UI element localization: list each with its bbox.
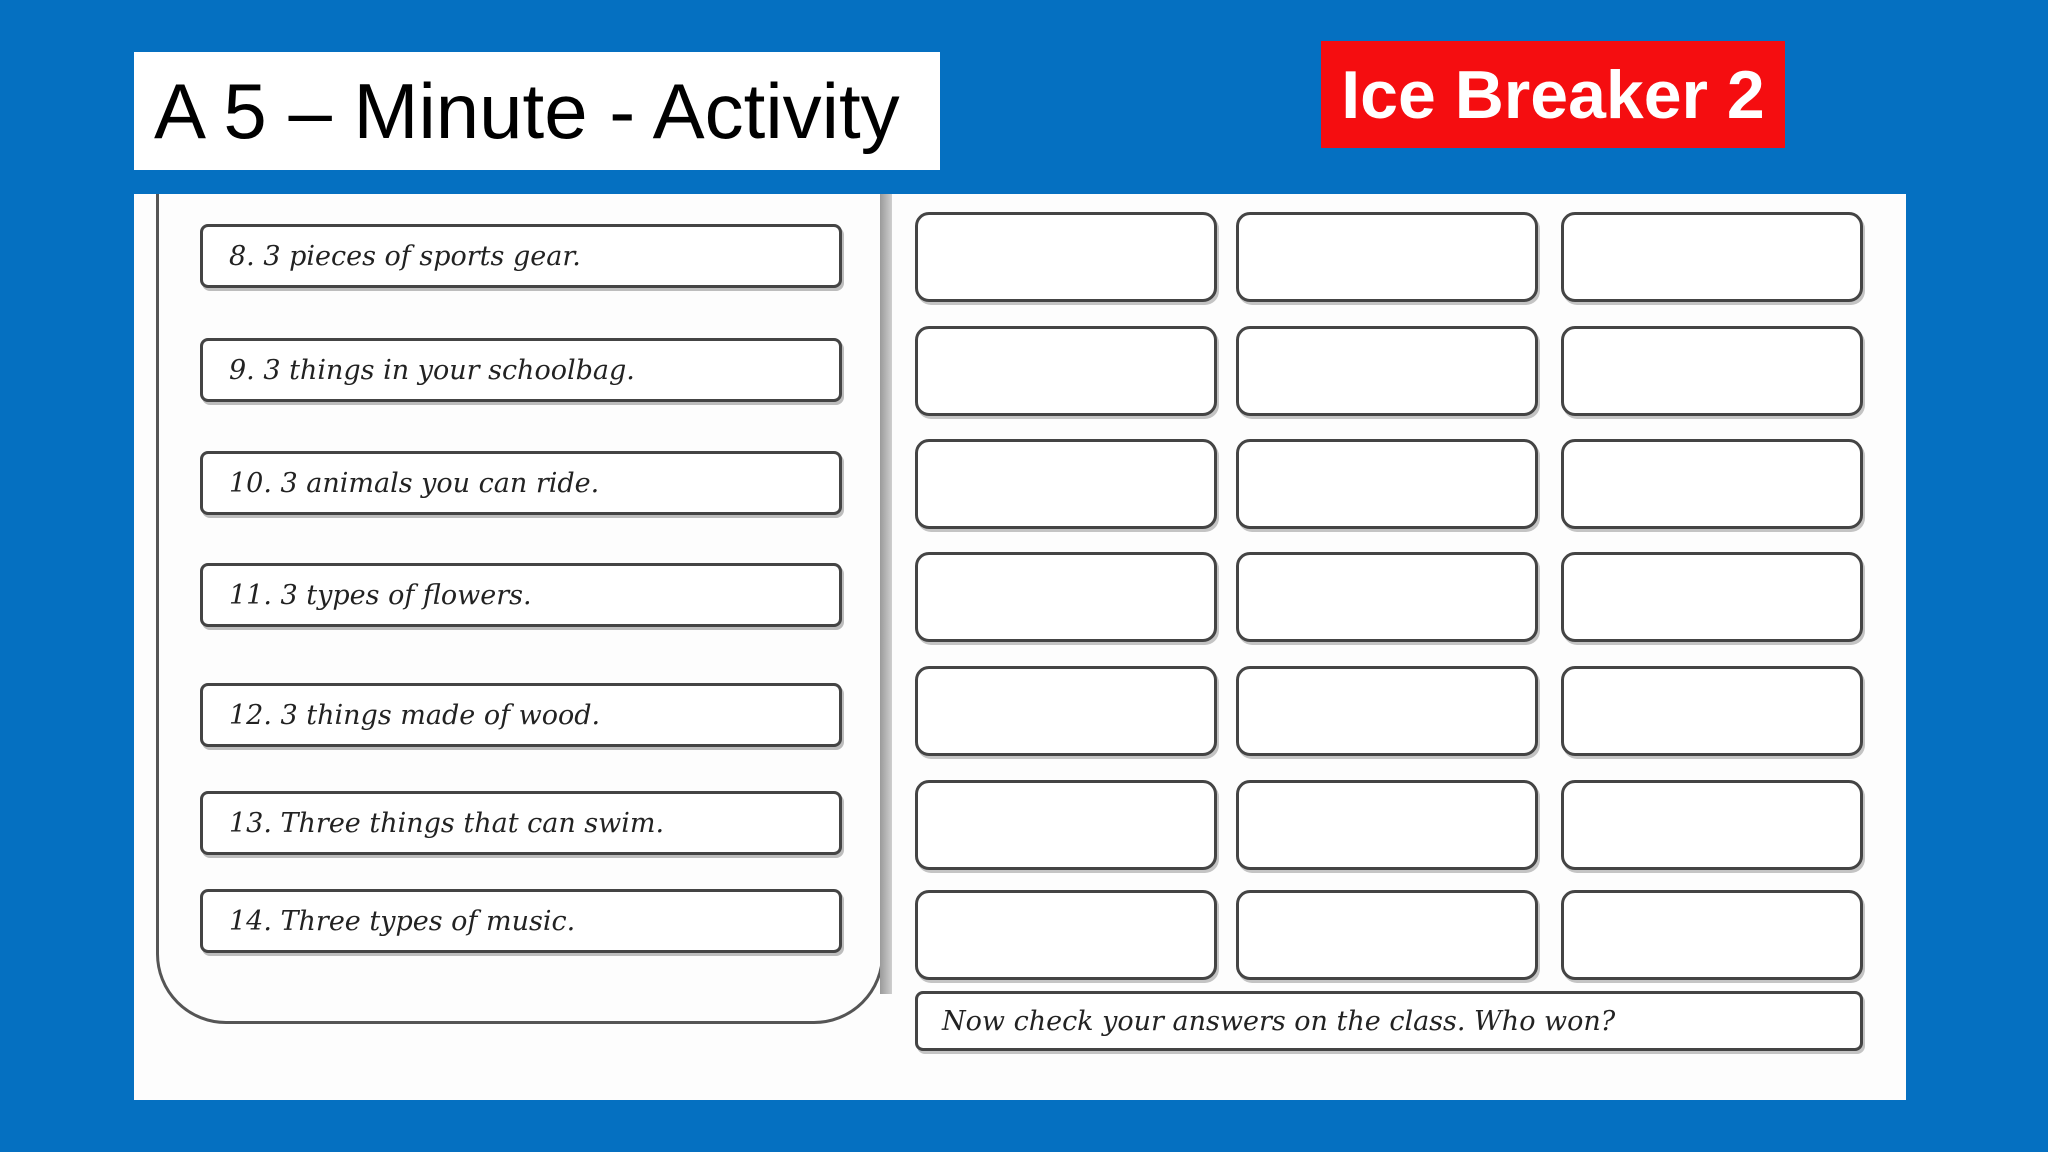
prompt-box xyxy=(200,889,842,953)
answer-box[interactable] xyxy=(1561,890,1863,980)
answer-box[interactable] xyxy=(1236,326,1538,416)
worksheet-image xyxy=(134,194,1906,1100)
prompt-box xyxy=(200,563,842,627)
answer-box[interactable] xyxy=(1561,212,1863,302)
prompt-box xyxy=(200,791,842,855)
slide-title-box xyxy=(134,52,940,170)
prompt-box xyxy=(200,683,842,747)
answer-box[interactable] xyxy=(915,780,1217,870)
check-answers-box xyxy=(915,991,1863,1051)
answer-box[interactable] xyxy=(1236,890,1538,980)
answer-box[interactable] xyxy=(915,552,1217,642)
answer-box[interactable] xyxy=(1561,780,1863,870)
answer-box[interactable] xyxy=(915,666,1217,756)
prompt-text: 8. 3 pieces of sports gear. xyxy=(229,240,581,272)
answer-box[interactable] xyxy=(1561,666,1863,756)
answer-box[interactable] xyxy=(1236,552,1538,642)
prompt-text: 9. 3 things in your schoolbag. xyxy=(229,354,635,386)
panel-divider xyxy=(880,194,892,994)
answer-box[interactable] xyxy=(1561,326,1863,416)
prompt-box xyxy=(200,224,842,288)
answer-box[interactable] xyxy=(915,439,1217,529)
prompt-text: 13. Three things that can swim. xyxy=(229,807,665,839)
badge-label: Ice Breaker 2 xyxy=(1341,56,1765,133)
answer-box[interactable] xyxy=(1236,666,1538,756)
answer-box[interactable] xyxy=(1236,780,1538,870)
answer-box[interactable] xyxy=(1561,439,1863,529)
answer-box[interactable] xyxy=(915,212,1217,302)
answer-box[interactable] xyxy=(1236,212,1538,302)
prompt-text: 12. 3 things made of wood. xyxy=(229,699,601,731)
prompt-text: 14. Three types of music. xyxy=(229,905,576,937)
answer-box[interactable] xyxy=(915,326,1217,416)
prompt-box xyxy=(200,338,842,402)
prompt-text: 11. 3 types of flowers. xyxy=(229,579,532,611)
prompt-text: 10. 3 animals you can ride. xyxy=(229,467,600,499)
answer-box[interactable] xyxy=(1561,552,1863,642)
slide-title: A 5 – Minute - Activity xyxy=(154,66,900,155)
prompt-box xyxy=(200,451,842,515)
answer-box[interactable] xyxy=(1236,439,1538,529)
check-answers-text: Now check your answers on the class. Who won? xyxy=(942,1005,1616,1037)
answer-box[interactable] xyxy=(915,890,1217,980)
ice-breaker-badge xyxy=(1321,41,1785,148)
